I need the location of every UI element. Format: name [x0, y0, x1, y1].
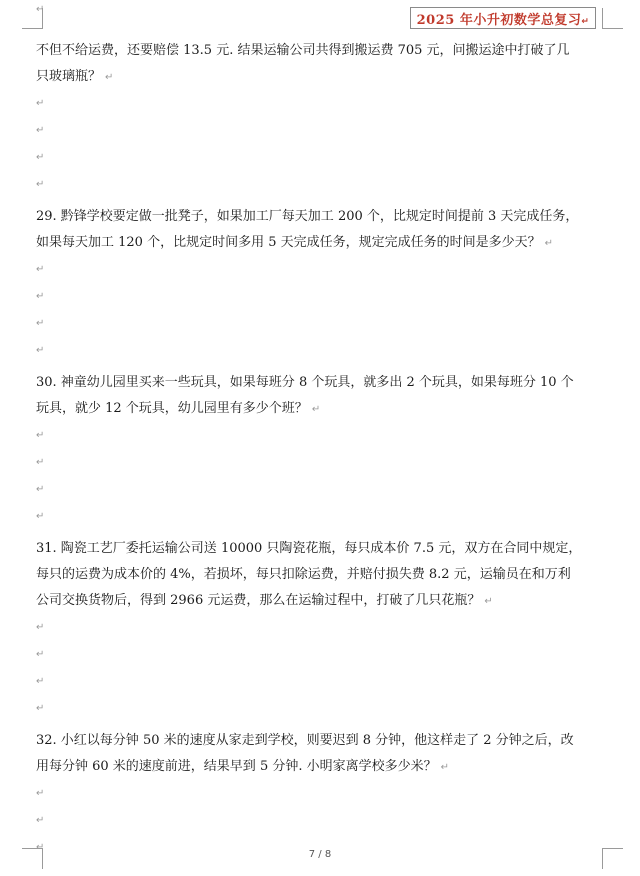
intro-line: 只玻璃瓶？ ↵ — [36, 69, 114, 84]
empty-paragraph: ↵ — [36, 703, 45, 714]
empty-paragraph: ↵ — [36, 179, 45, 190]
intro-line: 不但不给运费，还要赔偿 13.5 元. 结果运输公司共得到搬运费 705 元，问搬运途中打破了几 — [36, 43, 570, 58]
header-title: 2025 年小升初数学总复习↵ — [416, 12, 590, 28]
empty-paragraph: ↵ — [36, 511, 45, 522]
document-body — [36, 38, 606, 861]
question-29-line: 29. 黔锋学校要定做一批凳子，如果加工厂每天加工 200 个，比规定时间提前 3 天完成任务， — [36, 209, 579, 224]
question-31-line: 每只的运费为成本价的 4%，若损坏，每只扣除运费，并赔付损失费 8.2 元，运输员在和万利 — [36, 567, 571, 582]
empty-paragraph: ↵ — [36, 457, 45, 468]
question-29-line: 如果每天加工 120 个，比规定时间多用 5 天完成任务，规定完成任务的时间是多少天？ ↵ — [36, 235, 554, 250]
question-31-line: 公司交换货物后，得到 2966 元运费，那么在运输过程中，打破了几只花瓶？ ↵ — [36, 593, 493, 608]
empty-paragraph: ↵ — [36, 345, 45, 356]
paragraph-mark-icon: ↵ — [484, 596, 493, 607]
paragraph-mark-icon: ↵ — [581, 16, 590, 27]
empty-paragraph: ↵ — [36, 484, 45, 495]
paragraph-mark-icon: ↵ — [544, 238, 554, 249]
empty-paragraph: ↵ — [36, 842, 45, 853]
empty-paragraph: ↵ — [36, 152, 45, 163]
empty-paragraph: ↵ — [36, 430, 45, 441]
empty-paragraph: ↵ — [36, 676, 45, 687]
empty-paragraph: ↵ — [36, 291, 45, 302]
empty-paragraph: ↵ — [36, 264, 45, 275]
question-32-line: 用每分钟 60 米的速度前进，结果早到 5 分钟. 小明家离学校多少米？ ↵ — [36, 759, 449, 774]
page-corner-top-right — [602, 8, 623, 29]
empty-paragraph: ↵ — [36, 788, 45, 799]
page-number: 7 / 8 — [308, 849, 332, 860]
page-header — [410, 7, 596, 29]
empty-paragraph: ↵ — [36, 649, 45, 660]
paragraph-mark-icon: ↵ — [105, 72, 114, 83]
empty-paragraph: ↵ — [36, 318, 45, 329]
paragraph-mark-icon: ↵ — [311, 404, 321, 415]
empty-paragraph: ↵ — [36, 622, 45, 633]
empty-paragraph: ↵ — [36, 815, 45, 826]
paragraph-mark-icon: ↵ — [36, 4, 45, 15]
question-32-line: 32. 小红以每分钟 50 米的速度从家走到学校，则要迟到 8 分钟，他这样走了 2 分钟之后，改 — [36, 733, 574, 748]
question-30-line: 30. 神童幼儿园里买来一些玩具，如果每班分 8 个玩具，就多出 2 个玩具，如果每班分 10 个 — [36, 375, 574, 390]
empty-paragraph: ↵ — [36, 98, 45, 109]
question-30-line: 玩具，就少 12 个玩具，幼儿园里有多少个班？ ↵ — [36, 401, 321, 416]
paragraph-mark-icon: ↵ — [440, 762, 449, 773]
question-31-line: 31. 陶瓷工艺厂委托运输公司送 10000 只陶瓷花瓶，每只成本价 7.5 元，双方在合同中规定， — [36, 541, 582, 556]
empty-paragraph: ↵ — [36, 125, 45, 136]
